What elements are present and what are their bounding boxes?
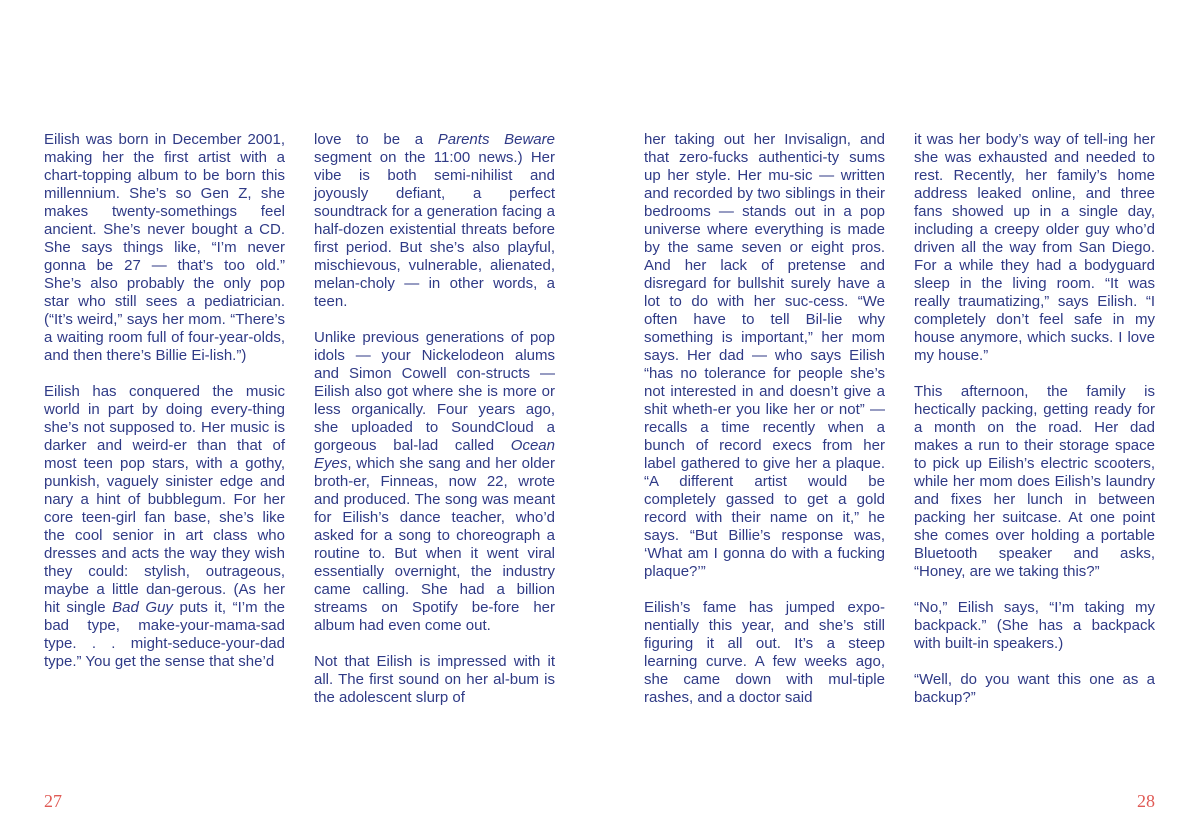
paragraph <box>644 599 885 707</box>
text-column-2 <box>314 131 555 707</box>
text-run: This afternoon, the family is hectically packing, getting ready for a month on the road. Her dad makes a run to their storage space to pick up Eilish’s electric scooters, while her mom does Eilish’s laundry and fixes her lunch in between packing her suitcase. At one point she comes over holding a portable Bluetooth speaker and asks, “Honey, are we taking this?” <box>914 383 1155 580</box>
text-column-4 <box>914 131 1155 707</box>
page-number-left: 27 <box>44 791 62 811</box>
text-run: Unlike previous generations of pop idols — your Nickelodeon alums and Simon Cowell con-structs — Eilish also got where she is more or less organically. Four years ago, she uploaded to SoundCloud a gorgeous bal-lad called <box>314 329 555 454</box>
italic-title: Bad Guy <box>112 599 173 616</box>
text-column-1 <box>44 131 285 671</box>
paragraph <box>914 383 1155 581</box>
text-run: “Well, do you want this one as a backup?” <box>914 671 1155 706</box>
paragraph <box>314 131 555 311</box>
italic-title: Parents Beware <box>437 131 555 148</box>
text-run: puts it, “I’m the bad type, make-your-mama-sad type. . . might-seduce-your-dad type.” You get the sense that she’d <box>44 599 285 670</box>
paragraph <box>914 671 1155 707</box>
italic-title: Ocean Eyes <box>314 437 555 472</box>
text-run: Not that Eilish is impressed with it all. The first sound on her al-bum is the adolescent slurp of <box>314 653 555 706</box>
text-run: Eilish has conquered the music world in part by doing every-thing she’s not supposed to. Her music is darker and weird-er than that of most teen pop stars, with a gothy, punkish, vaguely sinister edge and nary a hint of bubblegum. For her core teen-girl fan base, she’s like the cool senior in art class who dresses and acts the way they wish they could: stylish, outrageous, maybe a little dan-gerous. (As her hit single <box>44 383 285 616</box>
paragraph <box>314 653 555 707</box>
paragraph <box>44 131 285 365</box>
text-run: segment on the 11:00 news.) Her vibe is both semi-nihilist and joyously defiant, a perfect soundtrack for a generation facing a half-dozen existential threats before first period. But she’s also playful, mischievous, vulnerable, alienated, melan-choly — in other words, a teen. <box>314 149 555 310</box>
paragraph <box>44 383 285 671</box>
text-run: Eilish’s fame has jumped expo-nentially this year, and she’s still figuring it all out. It’s a steep learning curve. A few weeks ago, she came down with mul-tiple rashes, and a doctor said <box>644 599 885 706</box>
text-run: , which she sang and her older broth-er, Finneas, now 22, wrote and produced. The song was meant for Eilish’s dance teacher, who’d asked for a song to choreograph a routine to. But when it went viral essentially overnight, the industry came calling. She had a billion streams on Spotify be-fore her album had even come out. <box>314 455 555 634</box>
text-run: “No,” Eilish says, “I’m taking my backpack.” (She has a backpack with built-in speakers.) <box>914 599 1155 652</box>
paragraph <box>914 599 1155 653</box>
paragraph <box>314 329 555 635</box>
page-number-right: 28 <box>1137 791 1155 811</box>
text-run: Eilish was born in December 2001, making her the first artist with a chart-topping album to be born this millennium. She’s so Gen Z, she makes twenty-somethings feel ancient. She’s never bought a CD. She says things like, “I’m never gonna be 27 — that’s too old.” She’s also probably the only pop star who still sees a pediatrician. (“It’s weird,” says her mom. “There’s a waiting room full of four-year-olds, and then there’s Billie Ei-lish.”) <box>44 131 285 364</box>
text-column-3 <box>644 131 885 707</box>
paragraph <box>914 131 1155 365</box>
text-run: it was her body’s way of tell-ing her she was exhausted and needed to rest. Recently, her family’s home address leaked online, and three fans showed up in a single day, including a creepy older guy who’d driven all the way from San Diego. For a while they had a bodyguard sleep in the living room. “It was really traumatizing,” says Eilish. “I completely don’t feel safe in my house anymore, which sucks. I love my house.” <box>914 131 1155 364</box>
text-run: her taking out her Invisalign, and that zero-fucks authentici-ty sums up her style. Her mu-sic — written and recorded by two siblings in their bedrooms — stands out in a pop universe where everything is made by the same seven or eight pros. And her lack of pretense and disregard for bullshit surely have a lot to do with her suc-cess. “We often have to tell Bil-lie why something is important,” her mom says. Her dad — who says Eilish “has no tolerance for people she’s not interested in and doesn’t give a shit wheth-er you like her or not” — recalls a time recently when a bunch of record execs from her label gathered to give her a plaque. “A different artist would be completely gassed to get a gold record with their name on it,” he says. “But Billie’s response was, ‘What am I gonna do with a fucking plaque?’” <box>644 131 885 580</box>
text-run: love to be a <box>314 131 438 148</box>
paragraph <box>644 131 885 581</box>
